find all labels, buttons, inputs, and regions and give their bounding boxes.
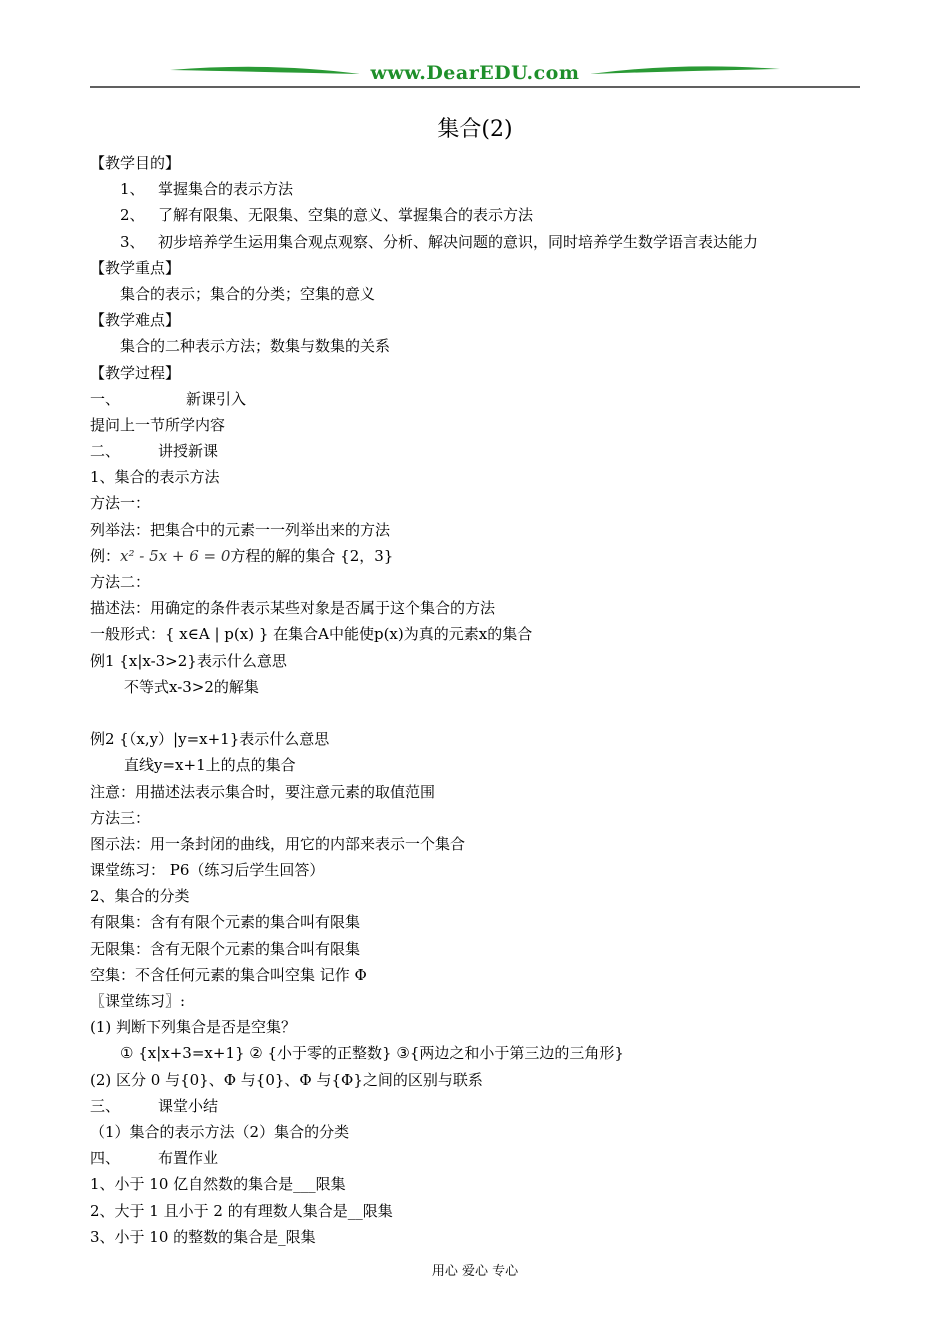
- page-footer: 用心 爱心 专心: [431, 1264, 519, 1279]
- page-title: 集合(2): [437, 117, 513, 142]
- paragraph: 直线y=x+1上的点的集合: [124, 756, 296, 775]
- paragraph: 方法一：: [90, 494, 151, 513]
- paragraph: 2、大于 1 且小于 2 的有理数人集合是__限集: [90, 1201, 393, 1220]
- difficulties-text: 集合的二种表示方法；数集与数集的关系: [120, 337, 391, 356]
- paragraph: 有限集：含有有限个元素的集合叫有限集: [90, 913, 361, 932]
- paragraph: 图示法：用一条封闭的曲线，用它的内部来表示一个集合: [90, 834, 466, 853]
- paragraph: 课堂练习： P6（练习后学生回答）: [90, 861, 325, 880]
- paragraph: 1、小于 10 亿自然数的集合是___限集: [90, 1175, 346, 1194]
- paragraph: 空集：不含任何元素的集合叫空集 记作 Φ: [90, 965, 367, 984]
- objective-item: 1、 掌握集合的表示方法: [120, 180, 294, 199]
- paragraph: 无限集：含有无限个元素的集合叫有限集: [90, 939, 361, 958]
- objective-item: 2、 了解有限集、无限集、空集的意义、掌握集合的表示方法: [120, 206, 534, 225]
- example-equation: 例：x² - 5x + 6 = 0方程的解的集合 {2，3}: [90, 546, 394, 565]
- section-heading: 一、 新课引入: [90, 389, 247, 408]
- paragraph: 描述法：用确定的条件表示某些对象是否属于这个集合的方法: [90, 599, 496, 618]
- paragraph: (1) 判断下列集合是否是空集？: [90, 1018, 297, 1037]
- difficulties-heading: 【教学难点】: [90, 311, 181, 330]
- paragraph: 一般形式：{ x∈A | p(x) } 在集合A中能使p(x)为真的元素x的集合: [90, 625, 533, 644]
- objective-item: 3、 初步培养学生运用集合观点观察、分析、解决问题的意识，同时培养学生数学语言表达能力: [120, 232, 759, 251]
- paragraph: 3、小于 10 的整数的集合是_限集: [90, 1227, 316, 1246]
- key-points-text: 集合的表示；集合的分类；空集的意义: [120, 284, 376, 303]
- paragraph: 提问上一节所学内容: [90, 415, 226, 434]
- section-heading: 二、 讲授新课: [90, 442, 219, 461]
- paragraph: 例1 {x|x-3>2}表示什么意思: [90, 651, 287, 670]
- paragraph: 例2 {（x,y）|y=x+1}表示什么意思: [90, 730, 330, 749]
- section-heading: 四、 布置作业: [90, 1149, 219, 1168]
- objectives-heading: 【教学目的】: [90, 154, 181, 172]
- paragraph: 不等式x-3>2的解集: [124, 677, 259, 696]
- paragraph: 列举法：把集合中的元素一一列举出来的方法: [90, 520, 391, 539]
- paragraph: 〖课堂练习〗:: [90, 992, 186, 1010]
- site-logo[interactable]: www.DearEDU.com: [370, 62, 580, 84]
- paragraph: 2、集合的分类: [90, 887, 190, 906]
- paragraph: 注意：用描述法表示集合时，要注意元素的取值范围: [90, 782, 436, 801]
- paragraph: (2) 区分 0 与{0}、Φ 与{0}、Φ 与{Φ}之间的区别与联系: [90, 1070, 483, 1089]
- paragraph: ① {x|x+3=x+1} ② {小于零的正整数} ③{两边之和小于第三边的三角形}: [120, 1044, 624, 1063]
- paragraph: 方法三：: [90, 808, 151, 827]
- process-heading: 【教学过程】: [90, 363, 181, 382]
- header-banner: [90, 58, 860, 90]
- quadratic-equation: x² - 5x + 6 = 0: [120, 546, 231, 565]
- section-heading: 三、 课堂小结: [90, 1096, 219, 1115]
- paragraph: 方法二：: [90, 573, 151, 591]
- blank-line: [90, 700, 870, 726]
- paragraph: （1）集合的表示方法（2）集合的分类: [90, 1122, 350, 1141]
- paragraph: 1、集合的表示方法: [90, 468, 220, 487]
- key-points-heading: 【教学重点】: [90, 258, 181, 277]
- document-body: [90, 150, 870, 1250]
